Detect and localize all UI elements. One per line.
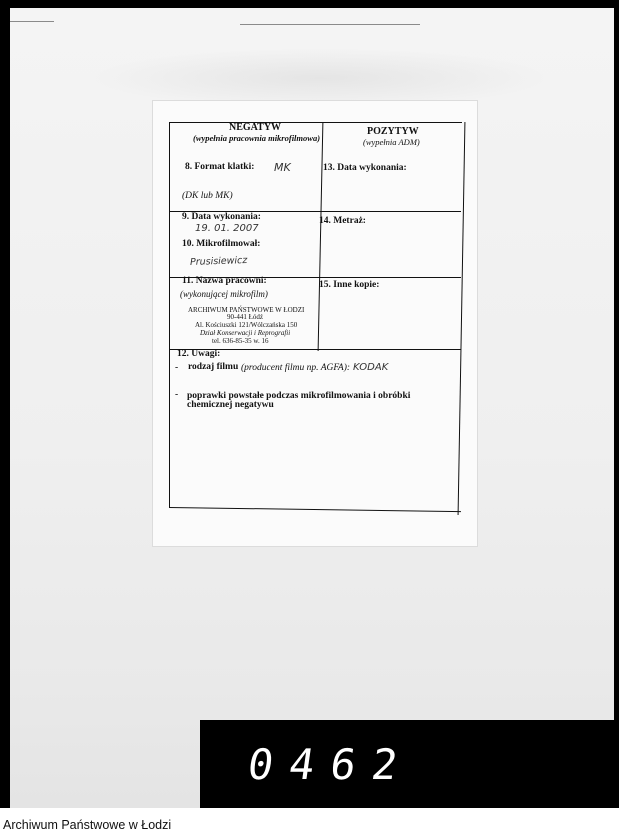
microfilm-form-card bbox=[153, 101, 477, 546]
negatyw-subtitle: (wypełnia pracownia mikrofilmowa) bbox=[193, 133, 321, 143]
field-15-label: 15. Inne kopie: bbox=[319, 280, 380, 290]
uwagi-corrections-line1: poprawki powstałe podczas mikrofilmowania i obróbki bbox=[187, 391, 411, 401]
uwagi-film-value: KODAK bbox=[353, 362, 389, 373]
stamp-line: 90-441 Łódź bbox=[227, 313, 263, 321]
field-11-subtitle: (wykonującej mikrofilm) bbox=[180, 289, 268, 299]
bullet: - bbox=[175, 390, 179, 400]
stamp-line: Al. Kościuszki 121/Wólczańska 150 bbox=[195, 321, 298, 329]
stamp-line: Dział Konserwacji i Reprografii bbox=[200, 329, 291, 337]
uwagi-film-label: rodzaj filmu bbox=[188, 362, 239, 372]
negatyw-title: NEGATYW bbox=[229, 122, 282, 133]
table-border bbox=[169, 507, 461, 512]
field-9-label: 9. Data wykonania: bbox=[182, 212, 261, 222]
bleed-through-shadow bbox=[85, 48, 555, 108]
bullet: - bbox=[175, 363, 179, 373]
field-11-label: 11. Nazwa pracowni: bbox=[182, 276, 267, 286]
pozytyw-title: POZYTYW bbox=[367, 126, 419, 137]
film-edge-line bbox=[10, 21, 54, 22]
pozytyw-subtitle: (wypełnia ADM) bbox=[363, 137, 420, 147]
field-10-signature: Prusisiewicz bbox=[189, 255, 248, 268]
field-8-label: 8. Format klatki: bbox=[185, 162, 255, 172]
field-12-label: 12. Uwagi: bbox=[177, 349, 221, 359]
table-border bbox=[458, 122, 466, 515]
uwagi-film-hint: (producent filmu np. AGFA): bbox=[241, 363, 351, 373]
field-13-label: 13. Data wykonania: bbox=[323, 163, 407, 173]
field-8-hint: (DK lub MK) bbox=[182, 191, 233, 201]
table-divider bbox=[318, 122, 324, 351]
film-edge-line bbox=[240, 24, 420, 25]
field-8-value: MK bbox=[274, 161, 291, 174]
table-border bbox=[169, 122, 462, 123]
archive-footer: Archiwum Państwowe w Łodzi bbox=[3, 818, 172, 832]
stamp-line: tel. 636-85-35 w. 16 bbox=[212, 337, 269, 345]
frame-number: 0462 bbox=[244, 740, 417, 789]
field-9-value: 19. 01. 2007 bbox=[195, 223, 259, 234]
field-14-label: 14. Metraż: bbox=[319, 216, 366, 226]
uwagi-corrections-line2: chemicznej negatywu bbox=[187, 400, 274, 410]
table-border bbox=[169, 122, 170, 508]
stamp-line: ARCHIWUM PAŃSTWOWE W ŁODZI bbox=[188, 306, 305, 314]
field-10-label: 10. Mikrofilmował: bbox=[182, 239, 261, 249]
